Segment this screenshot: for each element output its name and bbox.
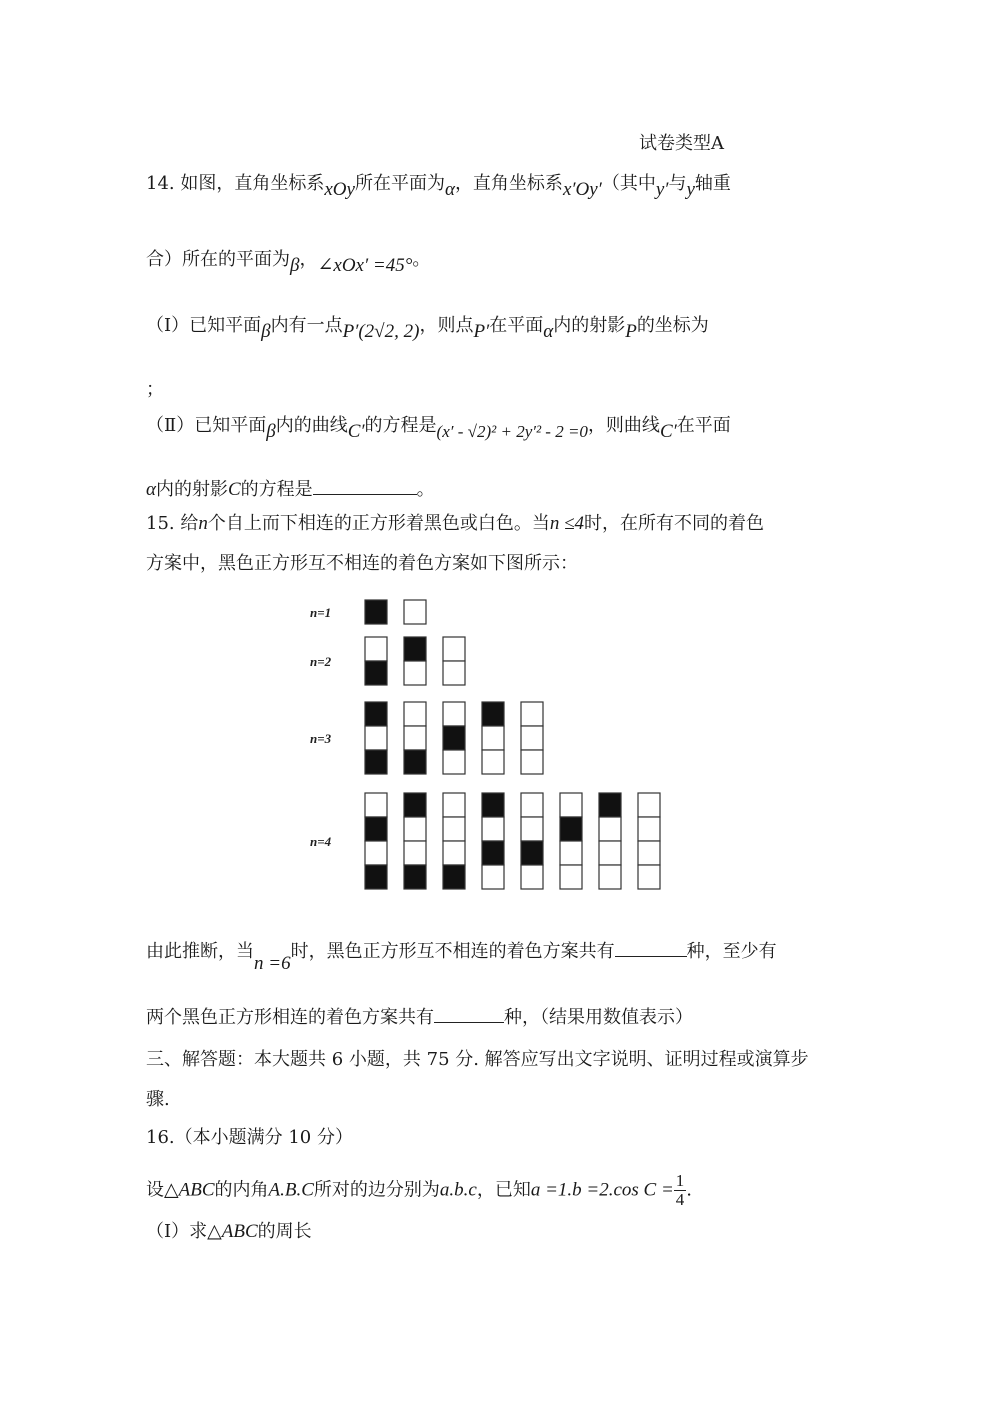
math-y: y bbox=[686, 179, 695, 200]
white-square bbox=[404, 726, 426, 750]
white-square bbox=[599, 817, 621, 841]
paper-type: 试卷类型A bbox=[639, 133, 724, 154]
white-square bbox=[521, 702, 543, 726]
answer-blank[interactable] bbox=[434, 1006, 504, 1023]
q14-text: 内的曲线 bbox=[275, 415, 348, 436]
q16-text: . bbox=[686, 1179, 693, 1201]
white-square bbox=[560, 841, 582, 865]
white-square bbox=[404, 817, 426, 841]
q15-text: 种，（结果用数值表示） bbox=[504, 1007, 693, 1028]
white-square bbox=[443, 661, 465, 685]
white-square bbox=[404, 702, 426, 726]
q14-part-2 bbox=[146, 414, 731, 442]
math-C: C bbox=[227, 479, 241, 500]
section-3-heading-cont: 骤. bbox=[146, 1089, 170, 1110]
white-square bbox=[443, 750, 465, 774]
math-triangle: △ABC bbox=[207, 1221, 258, 1242]
math-C-prime: C′ bbox=[347, 421, 365, 442]
white-square bbox=[482, 750, 504, 774]
q15-text: 由此推断，当 bbox=[146, 941, 254, 962]
q14-line-1 bbox=[146, 172, 731, 200]
q14-text: 内的射影 bbox=[553, 315, 626, 336]
q15-text: 时，黑色正方形互不相连的着色方案共有 bbox=[290, 941, 615, 962]
white-square bbox=[638, 817, 660, 841]
figure-row-label: n=2 bbox=[310, 654, 332, 669]
math-y-prime: y′ bbox=[655, 179, 669, 200]
white-square bbox=[365, 726, 387, 750]
q14-text: 合）所在的平面为 bbox=[146, 249, 290, 270]
figure-row-label: n=3 bbox=[310, 731, 332, 746]
black-square bbox=[404, 750, 426, 774]
q15-line-3 bbox=[146, 940, 777, 974]
white-square bbox=[443, 793, 465, 817]
math-angles: A.B.C bbox=[268, 1179, 314, 1201]
black-square bbox=[599, 793, 621, 817]
white-square bbox=[482, 726, 504, 750]
math-sides: a.b.c bbox=[439, 1179, 477, 1201]
q16-heading: 16.（本小题满分 10 分） bbox=[146, 1127, 353, 1148]
q14-text: 的坐标为 bbox=[636, 315, 709, 336]
q14-part-1 bbox=[146, 314, 709, 342]
figure-row-label: n=1 bbox=[310, 605, 332, 620]
white-square bbox=[560, 793, 582, 817]
q15-text: 个自上而下相连的正方形着黑色或白色。当 bbox=[207, 513, 550, 534]
black-square bbox=[365, 865, 387, 889]
q14-text: ，则曲线 bbox=[587, 415, 660, 436]
white-square bbox=[521, 817, 543, 841]
q14-text: 内有一点 bbox=[270, 315, 343, 336]
black-square bbox=[482, 702, 504, 726]
math-alpha: α bbox=[444, 179, 455, 200]
q15-text: 时，在所有不同的着色 bbox=[584, 513, 765, 534]
white-square bbox=[365, 841, 387, 865]
math-point-coord: P′(2√2, 2) bbox=[342, 321, 420, 342]
q14-line-2 bbox=[146, 248, 431, 276]
q16-text: 的周长 bbox=[257, 1221, 312, 1242]
q14-text: 的方程是 bbox=[240, 479, 313, 500]
answer-blank[interactable] bbox=[313, 478, 417, 495]
white-square bbox=[365, 793, 387, 817]
white-square bbox=[482, 865, 504, 889]
white-square bbox=[521, 726, 543, 750]
math-n: n bbox=[198, 513, 208, 534]
math-given: a =1.b =2.cos C = bbox=[530, 1179, 674, 1201]
q16-text: 设 bbox=[146, 1179, 164, 1201]
black-square bbox=[443, 865, 465, 889]
q14-text: （其中 bbox=[601, 173, 656, 194]
q14-text: （Ⅱ）已知平面 bbox=[146, 415, 267, 436]
black-square bbox=[521, 841, 543, 865]
figure-row-label: n=4 bbox=[310, 834, 332, 849]
math-equation: (x′ - √2)² + 2y′² - 2 =0 bbox=[436, 422, 588, 441]
math-beta: β bbox=[266, 421, 276, 442]
black-square bbox=[404, 865, 426, 889]
fraction-denominator: 4 bbox=[675, 1190, 685, 1209]
white-square bbox=[638, 865, 660, 889]
white-square bbox=[560, 865, 582, 889]
math-triangle: △ABC bbox=[164, 1179, 215, 1201]
q15-line-4 bbox=[146, 1006, 693, 1030]
q14-text: ， bbox=[299, 249, 318, 270]
math-xOy-prime: x′Oy′ bbox=[562, 179, 602, 200]
white-square bbox=[482, 817, 504, 841]
q14-part-1-end: ； bbox=[146, 379, 164, 400]
q15-text: 两个黑色正方形相连的着色方案共有 bbox=[146, 1007, 434, 1028]
white-square bbox=[599, 841, 621, 865]
q15-text: 种，至少有 bbox=[686, 941, 777, 962]
white-square bbox=[443, 817, 465, 841]
black-square bbox=[365, 750, 387, 774]
math-beta: β bbox=[290, 255, 300, 276]
white-square bbox=[599, 865, 621, 889]
q16-text: ，已知 bbox=[476, 1179, 531, 1201]
white-square bbox=[443, 637, 465, 661]
q15-text: 15. 给 bbox=[146, 513, 199, 534]
white-square bbox=[521, 750, 543, 774]
white-square bbox=[404, 661, 426, 685]
black-square bbox=[365, 661, 387, 685]
q14-text: 在平面 bbox=[676, 415, 731, 436]
black-square bbox=[482, 793, 504, 817]
section-3-heading: 三、解答题：本大题共 6 小题，共 75 分. 解答应写出文字说明、证明过程或演算步 bbox=[146, 1049, 809, 1070]
q16-text: （Ⅰ）求 bbox=[146, 1221, 208, 1242]
black-square bbox=[365, 702, 387, 726]
white-square bbox=[521, 793, 543, 817]
black-square bbox=[482, 841, 504, 865]
black-square bbox=[365, 600, 387, 624]
white-square bbox=[638, 841, 660, 865]
q15-line-1 bbox=[146, 512, 764, 536]
q14-text: 。 bbox=[416, 479, 435, 500]
math-P-prime: P′ bbox=[473, 321, 490, 342]
math-alpha: α bbox=[146, 479, 156, 500]
q14-text: 14. 如图，直角坐标系 bbox=[146, 173, 325, 194]
q16-text: 的内角 bbox=[214, 1179, 269, 1201]
math-condition: n ≤4 bbox=[549, 513, 585, 534]
q14-text: 的方程是 bbox=[364, 415, 437, 436]
math-P: P bbox=[625, 321, 637, 342]
white-square bbox=[404, 600, 426, 624]
answer-blank[interactable] bbox=[615, 940, 687, 957]
black-square bbox=[560, 817, 582, 841]
math-xOy: xOy bbox=[324, 179, 355, 200]
q14-text: 内的射影 bbox=[155, 479, 228, 500]
math-angle: ∠xOx′ =45° bbox=[317, 255, 413, 276]
white-square bbox=[404, 841, 426, 865]
math-n6: n =6 bbox=[254, 953, 291, 974]
coloring-figure bbox=[300, 590, 680, 915]
q16-text: 所对的边分别为 bbox=[313, 1179, 440, 1201]
q14-text: ，则点 bbox=[419, 315, 474, 336]
white-square bbox=[443, 702, 465, 726]
fraction bbox=[674, 1172, 687, 1209]
q14-text: 轴重 bbox=[694, 173, 731, 194]
black-square bbox=[365, 817, 387, 841]
black-square bbox=[443, 726, 465, 750]
q14-text: ，直角坐标系 bbox=[454, 173, 563, 194]
q16-part-1 bbox=[146, 1220, 312, 1244]
q14-text: 。 bbox=[412, 249, 431, 270]
q16-line-1 bbox=[146, 1172, 692, 1209]
q14-text: 所在平面为 bbox=[354, 173, 445, 194]
math-alpha: α bbox=[543, 321, 554, 342]
black-square bbox=[404, 793, 426, 817]
q14-text: 与 bbox=[668, 173, 687, 194]
white-square bbox=[638, 793, 660, 817]
white-square bbox=[521, 865, 543, 889]
q14-text: 在平面 bbox=[489, 315, 544, 336]
math-C-prime: C′ bbox=[659, 421, 677, 442]
black-square bbox=[404, 637, 426, 661]
math-beta: β bbox=[261, 321, 271, 342]
q15-line-2: 方案中，黑色正方形互不相连的着色方案如下图所示： bbox=[146, 553, 578, 574]
fraction-numerator: 1 bbox=[675, 1171, 685, 1190]
q14-text: （Ⅰ）已知平面 bbox=[146, 315, 262, 336]
q14-part-2-cont bbox=[146, 478, 435, 502]
white-square bbox=[365, 637, 387, 661]
white-square bbox=[443, 841, 465, 865]
